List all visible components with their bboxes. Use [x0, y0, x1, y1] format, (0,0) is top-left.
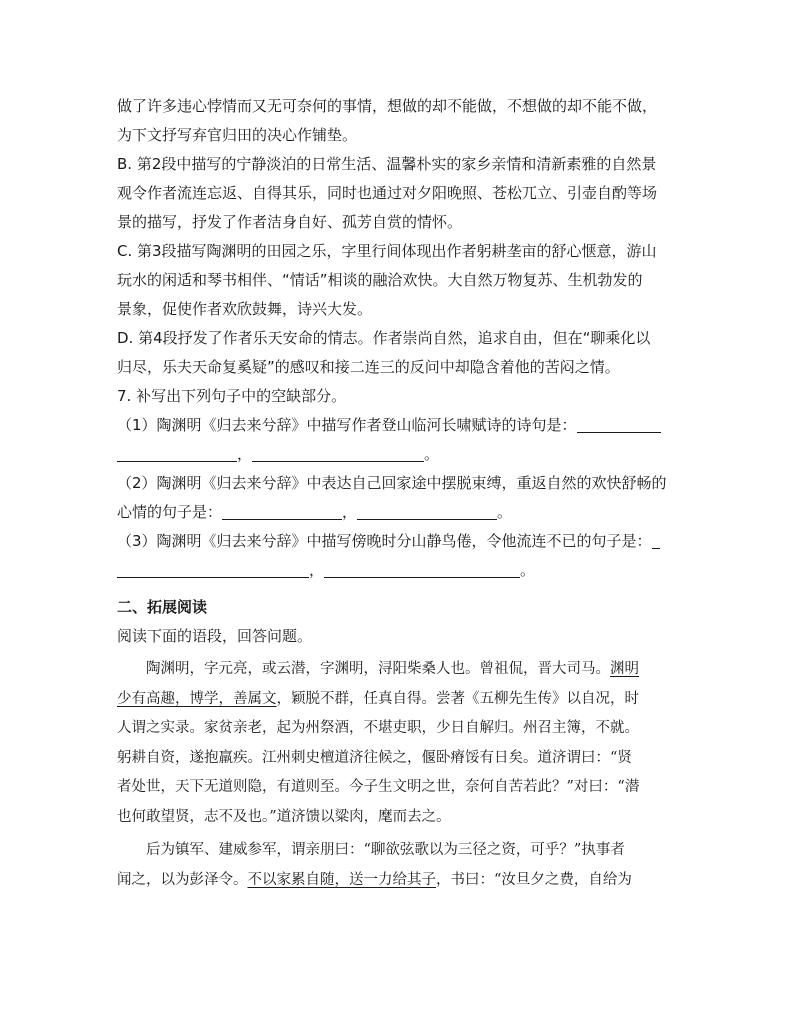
comma: ，	[309, 561, 325, 579]
text-line: 景象，促使作者欢欣鼓舞，诗兴大发。	[117, 300, 373, 318]
passage-line: 人谓之实录。家贫亲老，起为州祭酒，不堪吏职，少日自解归。州召主簿，不就。	[117, 720, 639, 736]
option-b	[117, 150, 679, 237]
text-line: 做了许多违心悖情而又无可奈何的事情，想做的却不能做，不想做的却不能不做，	[117, 97, 658, 115]
q7-item-1	[117, 411, 679, 440]
text-line: 观令作者流连忘返、自得其乐，同时也通过对夕阳晚照、苍松兀立、引壶自酌等场	[117, 184, 658, 202]
comma: ，	[342, 503, 358, 521]
passage-line: 者处世，天下无道则隐，有道则至。今子生文明之世，奈何自苦若此？”对曰：“潜	[117, 779, 640, 795]
answer-blank[interactable]	[577, 416, 661, 433]
q7-item-1-blanks	[117, 440, 679, 469]
answer-blank[interactable]	[222, 503, 342, 520]
underlined-text: 少有高趣，博学，善属文	[117, 690, 277, 707]
section-title: 二、拓展阅读	[117, 598, 208, 616]
document-page	[117, 92, 679, 895]
option-c	[117, 237, 679, 324]
q7-item-3-text: （3）陶渊明《归去来兮辞》中描写傍晚时分山静鸟倦，令他流连不已的句子是：	[117, 532, 652, 550]
passage-line	[117, 685, 679, 715]
answer-blank[interactable]	[357, 503, 497, 520]
text-line: D. 第4段抒发了作者乐天安命的情志。作者崇尚自然，追求自由，但在“聊乘化以	[117, 329, 651, 347]
option-d	[117, 324, 679, 382]
answer-blank[interactable]	[324, 561, 520, 578]
passage-line: 也何敢望贤，志不及也。”道济馈以粱肉，麾而去之。	[117, 808, 451, 825]
period: 。	[424, 445, 440, 463]
passage-line	[117, 655, 679, 685]
passage-line: 躬耕自资，遂抱羸疾。江州刺史檀道济往候之，偃卧瘠馁有日矣。道济谓曰：“贤	[117, 749, 632, 766]
q7-item-1-text: （1）陶渊明《归去来兮辞》中描写作者登山临河长啸赋诗的诗句是：	[117, 416, 577, 434]
q7-item-2-text: 心情的句子是：	[117, 503, 223, 521]
answer-blank[interactable]	[117, 561, 309, 578]
question-title: 7. 补写出下列句子中的空缺部分。	[117, 387, 347, 405]
answer-blank[interactable]	[117, 445, 237, 462]
passage-text: ，颖脱不群，任真自得。尝著《五柳先生传》以自况，时	[276, 690, 639, 707]
answer-blank[interactable]	[252, 445, 424, 462]
reading-passage	[117, 655, 679, 895]
q7-item-2: （2）陶渊明《归去来兮辞》中表达自己回家途中摆脱束缚，重返自然的欢快舒畅的	[117, 474, 667, 492]
passage-line	[117, 866, 679, 896]
text-line: B. 第2段中描写的宁静淡泊的日常生活、温馨朴实的家乡亲情和清新素雅的自然景	[117, 155, 657, 173]
q7-item-3	[117, 527, 679, 556]
q7-item-2-blanks	[117, 498, 679, 527]
underlined-text: 不以家累自随，送一力给其子	[247, 871, 436, 888]
answer-blank[interactable]	[652, 532, 660, 549]
text-line: 景的描写，抒发了作者洁身自好、孤芳自赏的情怀。	[117, 213, 463, 231]
underlined-text: 渊明	[610, 661, 639, 677]
text-line: C. 第3段描写陶渊明的田园之乐，字里行间体现出作者躬耕垄亩的舒心惬意，游山	[117, 242, 657, 260]
period: 。	[497, 503, 513, 521]
q7-item-3-blanks	[117, 556, 679, 585]
section-instruction: 阅读下面的语段，回答问题。	[117, 627, 313, 645]
text-line: 归尽，乐夫天命复奚疑”的感叹和接二连三的反问中却隐含着他的苦闷之情。	[117, 358, 620, 376]
passage-line: 后为镇军、建威参军，谓亲朋曰：“聊欲弦歌以为三径之资，可乎？”执事者	[146, 842, 625, 858]
text-line: 玩水的闲适和琴书相伴、“情话”相谈的融洽欢快。大自然万物复苏、生机勃发的	[117, 271, 643, 289]
passage-text: 闻之，以为彭泽令。	[117, 871, 248, 888]
text-line: 为下文抒写弃官归田的决心作铺垫。	[117, 126, 358, 144]
comma: ，	[237, 445, 253, 463]
intro-paragraph	[117, 92, 679, 150]
passage-text: ，书曰：“汝旦夕之费，自给为	[436, 871, 632, 888]
period: 。	[520, 561, 536, 579]
question-7	[117, 382, 679, 585]
passage-text: 陶渊明，字元亮，或云潜，字渊明，浔阳柴桑人也。曾祖侃，晋大司马。	[146, 661, 610, 677]
